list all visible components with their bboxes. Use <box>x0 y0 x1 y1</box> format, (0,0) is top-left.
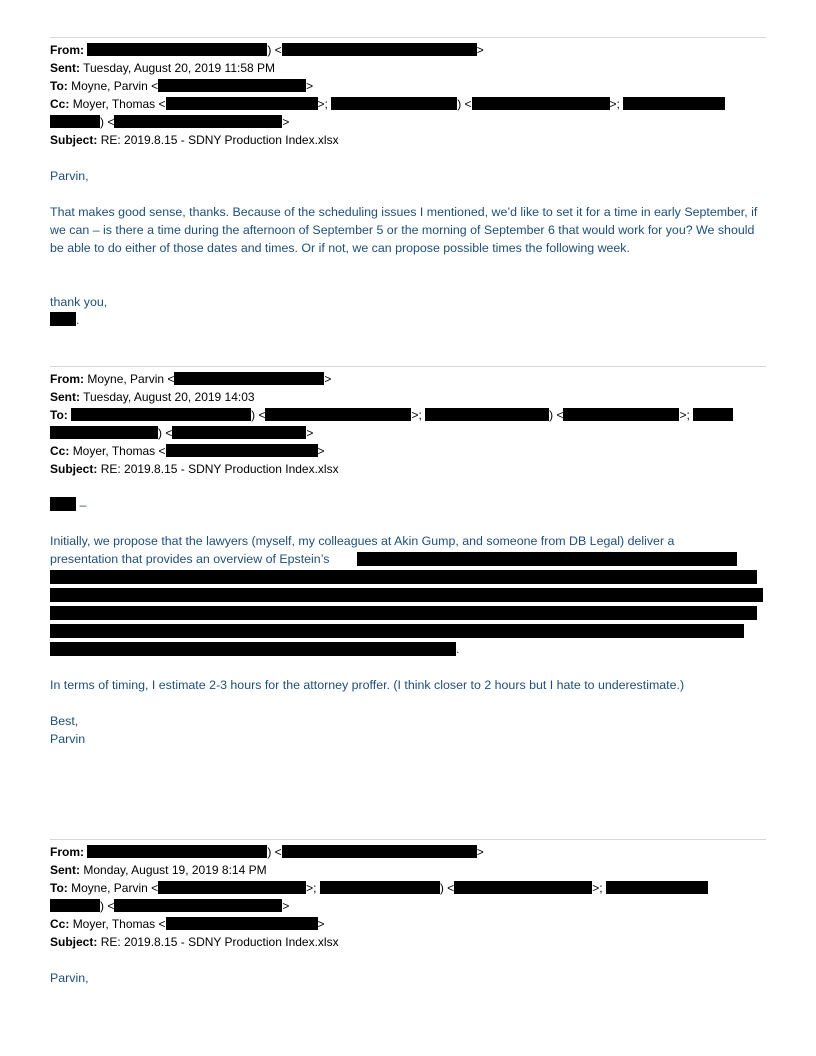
redaction <box>114 899 282 912</box>
redaction <box>166 444 318 457</box>
redaction <box>50 115 100 128</box>
from-line <box>50 843 484 861</box>
to-line <box>50 406 733 424</box>
cc-text: > <box>317 444 325 458</box>
redaction <box>50 642 456 656</box>
cc-value: Moyer, Thomas < <box>72 444 166 458</box>
sent-value: Monday, August 19, 2019 8:14 PM <box>83 863 267 877</box>
cc-text: >; <box>609 97 620 111</box>
from-text: ) < <box>267 845 282 859</box>
redaction <box>50 899 100 912</box>
redaction <box>693 408 733 421</box>
cc-label: Cc: <box>50 917 70 931</box>
redaction <box>50 624 744 638</box>
subject-label: Subject: <box>50 935 98 949</box>
signature <box>50 311 762 329</box>
from-line <box>50 41 484 59</box>
to-text: > <box>306 426 314 440</box>
cc-line-continued <box>50 113 289 131</box>
redaction <box>158 881 306 894</box>
redaction <box>174 372 324 385</box>
redaction <box>606 881 708 894</box>
cc-value: Moyer, Thomas < <box>72 97 166 111</box>
to-line <box>50 77 313 95</box>
redaction <box>71 408 251 421</box>
to-line-continued <box>50 897 289 915</box>
sent-label: Sent: <box>50 390 80 404</box>
redaction <box>282 845 477 858</box>
sent-label: Sent: <box>50 863 80 877</box>
greeting-dash: – <box>79 498 87 512</box>
email-separator <box>50 366 766 367</box>
subject-value: RE: 2019.8.15 - SDNY Production Index.xlsx <box>100 935 339 949</box>
redaction <box>172 426 306 439</box>
redaction <box>50 312 76 326</box>
from-label: From: <box>50 43 84 57</box>
to-value: Moyne, Parvin < <box>71 79 159 93</box>
redaction <box>50 588 763 602</box>
to-text: >; <box>592 881 603 895</box>
cc-text: ) < <box>100 115 115 129</box>
subject-value: RE: 2019.8.15 - SDNY Production Index.xlsx <box>100 462 339 476</box>
subject-line <box>50 933 339 951</box>
redaction <box>472 97 610 110</box>
subject-value: RE: 2019.8.15 - SDNY Production Index.xlsx <box>100 133 339 147</box>
sent-value: Tuesday, August 20, 2019 11:58 PM <box>83 61 276 75</box>
redaction <box>50 426 158 439</box>
sent-label: Sent: <box>50 61 80 75</box>
to-text: ) < <box>251 408 266 422</box>
from-text: > <box>476 43 484 57</box>
subject-label: Subject: <box>50 462 98 476</box>
redaction <box>454 881 592 894</box>
cc-text: > <box>282 115 290 129</box>
to-value: Moyne, Parvin < <box>71 881 159 895</box>
cc-text: ) < <box>457 97 472 111</box>
from-value: Moyne, Parvin < <box>87 372 175 386</box>
from-label: From: <box>50 845 84 859</box>
from-text: ) < <box>267 43 282 57</box>
from-line <box>50 370 331 388</box>
email-separator <box>50 37 766 38</box>
to-text: >; <box>411 408 422 422</box>
redaction <box>623 97 725 110</box>
email-body-paragraph: That makes good sense, thanks. Because of the scheduling issues I mentioned, we’d like to set it for a time in early September, if we can – is there a time during the afternoon of September 5 or the morning of September 6 that would work for you? We should be able to do either of those dates and times. Or if not, we can propose possible times the following week. <box>50 205 758 255</box>
sent-line <box>50 861 267 879</box>
signoff: Best, <box>50 714 79 728</box>
redaction <box>114 115 282 128</box>
sent-line <box>50 388 255 406</box>
to-text: ) < <box>158 426 173 440</box>
redaction <box>87 43 267 56</box>
to-text: ) < <box>549 408 564 422</box>
email-body-paragraph: In terms of timing, I estimate 2-3 hours for the attorney proffer. (I think closer to 2 hours but I hate to underestimate.) <box>50 678 685 692</box>
email-separator <box>50 839 766 840</box>
redaction <box>87 845 267 858</box>
paragraph-end: . <box>456 642 460 656</box>
cc-text: > <box>317 917 325 931</box>
cc-line <box>50 95 725 113</box>
cc-text: >; <box>317 97 328 111</box>
sent-value: Tuesday, August 20, 2019 14:03 <box>83 390 255 404</box>
cc-label: Cc: <box>50 444 70 458</box>
to-text: > <box>282 899 290 913</box>
to-label: To: <box>50 408 68 422</box>
from-label: From: <box>50 372 84 386</box>
cc-line <box>50 915 325 933</box>
redaction <box>158 79 306 92</box>
to-line <box>50 879 708 897</box>
cc-value: Moyer, Thomas < <box>72 917 166 931</box>
to-label: To: <box>50 79 68 93</box>
redaction <box>563 408 679 421</box>
subject-label: Subject: <box>50 133 98 147</box>
cc-label: Cc: <box>50 97 70 111</box>
to-text: > <box>306 79 314 93</box>
to-text: >; <box>679 408 690 422</box>
from-text: > <box>476 845 484 859</box>
cc-line <box>50 442 325 460</box>
redaction <box>166 917 318 930</box>
redaction <box>282 43 477 56</box>
greeting: Parvin, <box>50 169 89 183</box>
redaction <box>357 552 737 566</box>
sent-line <box>50 59 275 77</box>
redaction <box>265 408 411 421</box>
redaction <box>320 881 440 894</box>
redaction <box>166 97 318 110</box>
to-text: ) < <box>439 881 455 895</box>
signature: Parvin <box>50 732 86 746</box>
to-text: >; <box>306 881 317 895</box>
to-text: ) < <box>100 899 115 913</box>
to-label: To: <box>50 881 68 895</box>
redaction <box>331 97 457 110</box>
subject-line <box>50 460 339 478</box>
subject-line <box>50 131 339 149</box>
signature-text: . <box>76 313 80 327</box>
redaction <box>50 497 76 511</box>
redaction <box>50 606 757 620</box>
greeting: Parvin, <box>50 971 89 985</box>
redaction <box>50 570 757 584</box>
greeting <box>50 496 762 514</box>
redaction <box>425 408 549 421</box>
email-body-paragraph: Initially, we propose that the lawyers (myself, my colleagues at Akin Gump, and someone from DB Legal) deliver a presentation that provides an overview of Epstein’s <box>50 534 675 566</box>
to-line-continued <box>50 424 313 442</box>
from-text: > <box>324 372 332 386</box>
signoff: thank you, <box>50 295 108 309</box>
